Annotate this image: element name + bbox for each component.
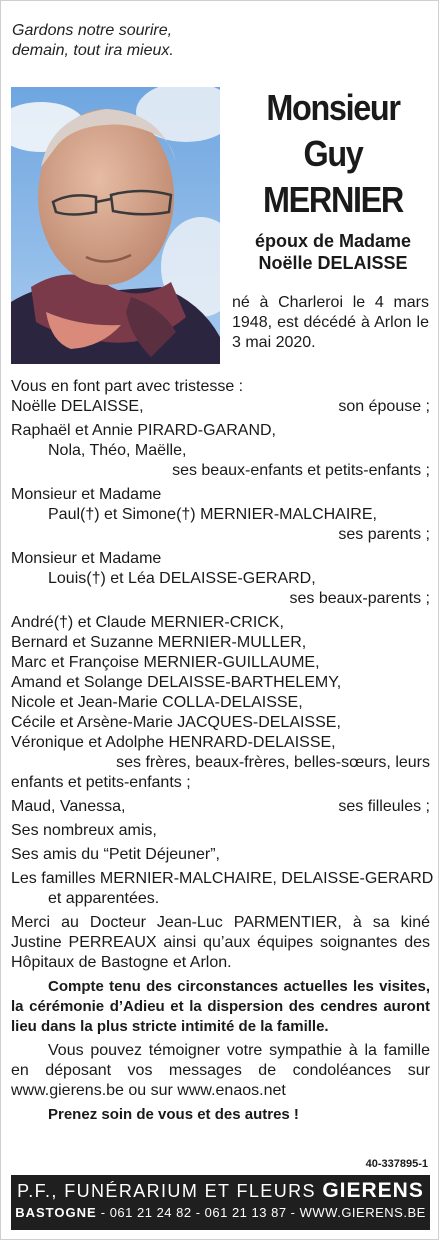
condolences-paragraph: Vous pouvez témoigner votre sympathie à la famille en déposant vos messages de condoléances sur www.gierens.be ou sur www.enaos.net [11,1042,430,1099]
friends-line: Ses nombreux amis, [11,822,157,839]
family-group-godchildren [11,797,430,817]
siblings-list [11,613,430,753]
thanks-paragraph: Merci au Docteur Jean-Luc PARMENTIER, à sa kiné Justine PERREAUX ainsi qu’aux équipes soignantes des Hôpitaux de Bastogne et Arlon. [11,914,430,971]
funeral-home-brand: GIERENS [322,1179,424,1202]
deceased-title: Monsieur [266,87,400,128]
quote-line: Gardons notre sourire, [12,22,173,39]
family-name: Monsieur et Madame [11,550,162,567]
funeral-home-prefix: P.F., FUNÉRARIUM ET FLEURS [17,1181,316,1201]
family-relation: ses frères, beaux-frères, belles-sœurs, leurs [116,754,430,771]
family-relation: ses beaux-enfants et petits-enfants ; [172,462,430,479]
portrait-photo-icon [11,87,220,364]
spouse-line: époux de Madame [254,231,412,251]
closing-line: Prenez soin de vous et des autres ! [48,1106,299,1123]
deceased-name [243,85,423,223]
funeral-home-phones: - 061 21 24 82 - 061 21 13 87 - WWW.GIERENS.BE [96,1205,426,1220]
family-relation: ses beaux-parents ; [289,590,430,607]
funeral-home-banner [11,1175,430,1230]
funeral-home-city: BASTOGNE [15,1205,97,1220]
portrait-photo [11,87,220,364]
family-name: Paul(†) et Simone(†) MERNIER-MALCHAIRE, [48,506,377,523]
list-item: Nicole et Jean-Marie COLLA-DELAISSE, [11,694,303,711]
list-item: Marc et Françoise MERNIER-GUILLAUME, [11,654,320,671]
deceased-first-name: Guy [303,133,363,174]
spouse-info [233,230,433,274]
list-item: André(†) et Claude MERNIER-CRICK, [11,614,284,631]
families-line: Les familles MERNIER-MALCHAIRE, DELAISSE-GERARD [11,870,434,887]
family-relation: son épouse ; [338,398,430,415]
family-name: Raphaël et Annie PIRARD-GARAND, [11,422,276,439]
family-group-spouse [11,397,430,417]
quote-line: demain, tout ira mieux. [12,42,174,59]
family-name: Maud, Vanessa, [11,798,126,815]
family-name: Nola, Théo, Maëlle, [48,442,187,459]
reference-number: 40-337895-1 [365,1158,428,1170]
ceremony-notice: Compte tenu des circonstances actuelles les visites, la cérémonie d’Adieu et la dispersion des cendres auront lieu dans la plus stricte intimité de la famille. [11,978,430,1035]
birth-death-info: né à Charleroi le 4 mars 1948, est décédé à Arlon le 3 mai 2020. [232,294,429,351]
friends-line: Ses amis du “Petit Déjeuner”, [11,846,220,863]
family-relation: ses parents ; [338,526,430,543]
deceased-last-name: MERNIER [263,179,403,220]
family-relation: enfants et petits-enfants ; [11,774,191,791]
list-item: Bernard et Suzanne MERNIER-MULLER, [11,634,307,651]
list-item: Cécile et Arsène-Marie JACQUES-DELAISSE, [11,714,341,731]
funeral-home-contacts [11,1204,430,1222]
intro-line: Vous en font part avec tristesse : [11,378,244,395]
quote [12,21,174,61]
family-name: Monsieur et Madame [11,486,162,503]
family-name: Noëlle DELAISSE, [11,398,144,415]
spouse-line: Noëlle DELAISSE [258,253,408,273]
families-line: et apparentées. [48,890,160,907]
family-name: Louis(†) et Léa DELAISSE-GERARD, [48,570,316,587]
funeral-home-name [11,1175,430,1204]
list-item: Amand et Solange DELAISSE-BARTHELEMY, [11,674,342,691]
family-relation: ses filleules ; [338,798,430,815]
list-item: Véronique et Adolphe HENRARD-DELAISSE, [11,734,336,751]
announcement-body [11,377,434,1125]
